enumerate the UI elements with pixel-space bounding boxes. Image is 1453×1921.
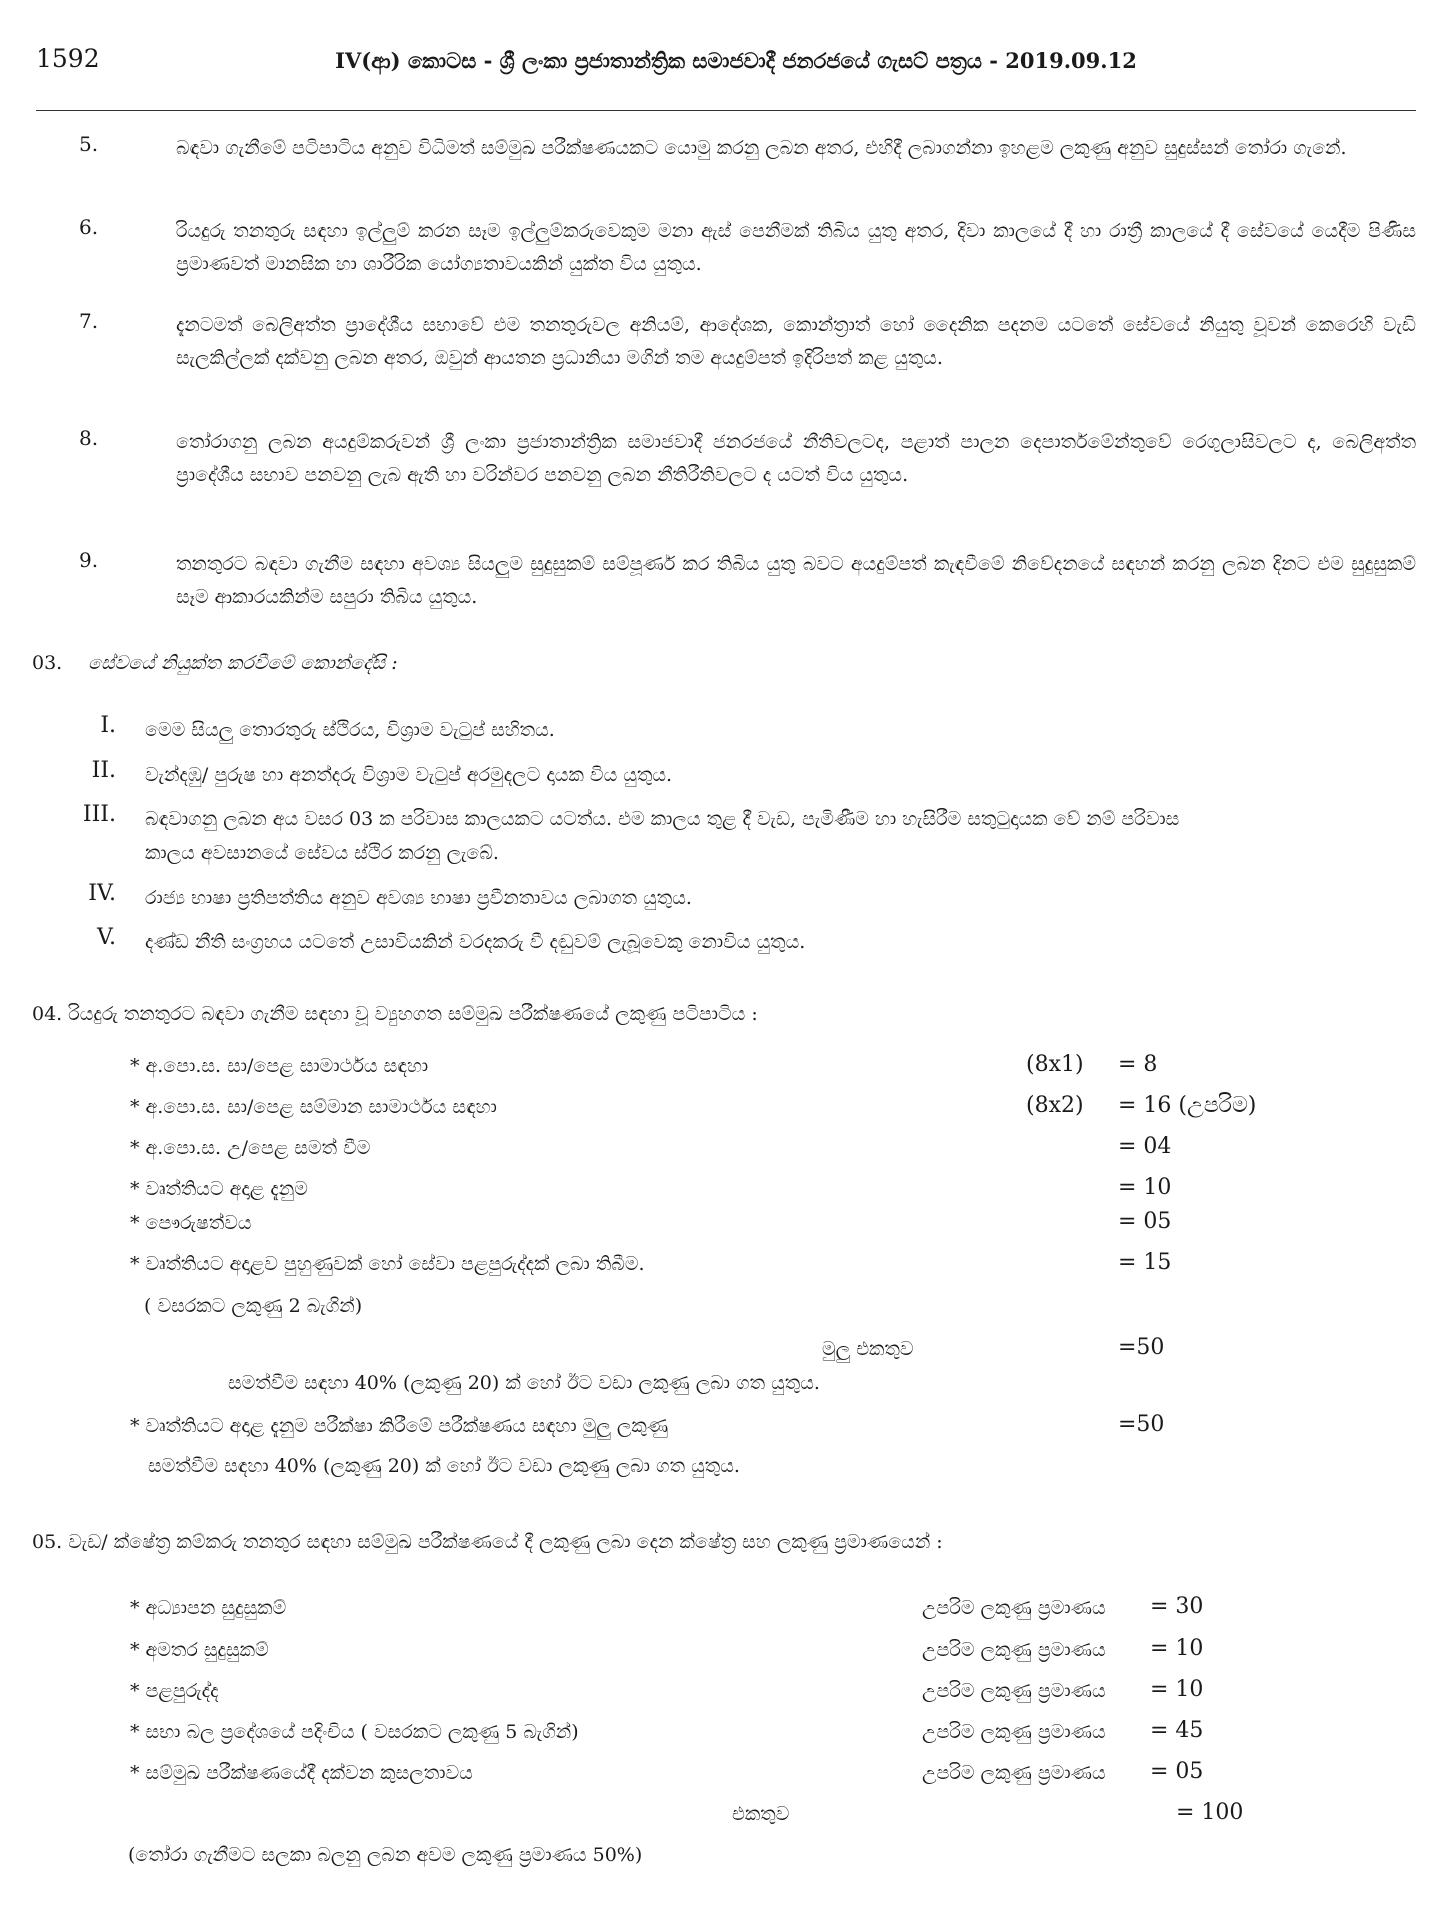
condition-text: බඳවාගනු ලබන අය වසර 03 ක පරිවාස කාලයකට යටත්ය. එම කාලය තුළ දී වැඩ, පැමිණීම හා හැසිරීම සතුටුදායක වේ නම් පරිවාස කාලය අවසානයේ සේවය ස්ථිර කරනු ලැබේ.: [145, 808, 1180, 864]
max-marks-value: = 05: [1150, 1759, 1204, 1784]
max-marks-value: = 10: [1150, 1677, 1204, 1702]
roman-numeral: IV.: [88, 881, 116, 906]
field-row-label: * අමතර සුදුසුකම්: [130, 1639, 269, 1661]
score-value: = 10: [1118, 1175, 1172, 1200]
max-marks-label: උපරිම ලකුණු ප්‍රමාණය: [922, 1639, 1106, 1661]
roman-numeral: V.: [96, 925, 116, 950]
score-row-label: * අ.පො.ස. සා/පෙළ සම්මාන සාමාර්ථය සඳහා: [130, 1096, 497, 1118]
field-row-label: * පළපුරුද්ද: [130, 1680, 219, 1702]
condition-text: මෙම සියලු තොරතුරු ස්ථිරය, විශ්‍රාම වැටුප් සහිතය.: [145, 719, 555, 741]
header-rule: [36, 110, 1416, 111]
paragraph-text: තෝරාගනු ලබන අයදුම්කරුවන් ශ්‍රී ලංකා ප්‍රජාතාන්ත්‍රික සමාජවාදී ජනරජයේ නීතිවලටද, පළාත් පාලන දෙපාර්තමේන්තුවේ රෙගුලාසිවලට ද, බෙලිඅත්ත ප්‍රාදේශීය සභාව පනවනු ලැබ ඇති හා වරින්වර පනවනු ලබන නීතිරීතිවලට ද යටත් විය යුතුය.: [176, 431, 1416, 486]
condition-text: වැන්දඹු/ පුරුෂ හා අනත්දරු විශ්‍රාම වැටුප් අරමුදලට දායක විය යුතුය.: [145, 764, 673, 786]
roman-numeral: III.: [82, 802, 116, 827]
score-multiplier: (8x1): [1026, 1052, 1084, 1077]
score-row-label: * වෘත්තියට අදාළව පුහුණුවක් හෝ සේවා පළපුරුද්දක් ලබා තිබීම.: [130, 1253, 645, 1275]
score-row-label: * පෞරුෂත්වය: [130, 1212, 252, 1234]
condition-text: රාජ්‍ය භාෂා ප්‍රතිපත්තිය අනුව අවශ්‍ය භාෂා ප්‍රවීනතාවය ලබාගත යුතුය.: [145, 887, 692, 909]
paragraph-number: 6.: [79, 215, 99, 239]
exam-pass-note: සමත්වීම සඳහා 40% (ලකුණු 20) ක් හෝ ඊට වඩා ලකුණු ලබා ගත යුතුය.: [148, 1455, 740, 1477]
max-marks-label: උපරිම ලකුණු ප්‍රමාණය: [922, 1762, 1106, 1784]
page-header: [36, 44, 1416, 84]
field-row-label: * සභා බල ප්‍රදේශයේ පදිංචිය ( වසරකට ලකුණු 5 බැගින්): [130, 1721, 579, 1743]
per-year-note: ( වසරකට ලකුණු 2 බැගින්): [144, 1295, 363, 1317]
max-marks-value: = 10: [1150, 1636, 1204, 1661]
section-05-heading: 05. වැඩ/ ක්ෂේත්‍ර කම්කරු තනතුර සඳහා සම්මුඛ පරීක්ෂණයේ දී ලකුණු ලබා දෙන ක්ෂේත්‍ර සහ ලකුණු ප්‍රමාණයෙන් :: [32, 1531, 943, 1553]
paragraph-text: රියදුරු තනතුරු සඳහා ඉල්ලුම් කරන සෑම ඉල්ලුම්කරුවෙකුම මනා ඇස් පෙනීමක් තිබිය යුතු අතර, දිවා කාලයේ දී හා රාත්‍රී කාලයේ දී සේවයේ යෙදීම පිණිස ප්‍රමාණවත් මානසික හා ශාරීරික යෝග්‍යතාවයකින් යුක්ත විය යුතුය.: [176, 220, 1416, 275]
paragraph-number: 5.: [79, 132, 99, 156]
paragraph-number: 7.: [79, 309, 99, 333]
score-value: = 16 (උපරිම): [1118, 1093, 1257, 1118]
section-04-heading: 04. රියදුරු තනතුරට බඳවා ගැනීම සඳහා වූ ව්‍යුහගත සම්මුඛ පරීක්ෂණයේ ලකුණු පටිපාටිය :: [32, 1003, 758, 1025]
pass-note: සමත්වීම සඳහා 40% (ලකුණු 20) ක් හෝ ඊට වඩා ලකුණු ලබා ගත යුතුය.: [228, 1372, 820, 1394]
max-marks-label: උපරිම ලකුණු ප්‍රමාණය: [922, 1597, 1106, 1619]
max-marks-label: උපරිම ලකුණු ප්‍රමාණය: [922, 1721, 1106, 1743]
total-value: = 100: [1176, 1800, 1244, 1825]
section-03-heading: [32, 652, 398, 674]
page-number: 1592: [36, 44, 100, 73]
score-row-label: * වෘත්තියට අදාළ දැනුම: [130, 1178, 308, 1200]
score-value: = 05: [1118, 1209, 1172, 1234]
field-row-label: * සම්මුඛ පරීක්ෂණයේදී දක්වන කුසලතාවය: [130, 1762, 473, 1784]
paragraph-text: තනතුරට බඳවා ගැනීම සඳහා අවශ්‍ය සියලුම සුදුසුකම් සම්පූර්ණ කර තිබිය යුතු බවට අයදුම්පත් කැඳවීමේ නිවේදනයේ සඳහන් කරනු ලබන දිනට එම සුදුසුකම් සෑම ආකාරයකින්ම සපුරා තිබිය යුතුය.: [176, 553, 1416, 608]
condition-text: දණ්ඩ නීති සංග්‍රහය යටතේ උසාවියකින් වරදකරු වී දඬුවම් ලැබූවෙකු නොවිය යුතුය.: [145, 931, 806, 953]
score-row-label: * අ.පො.ස. සා/පෙළ සාමාර්ථය සඳහා: [130, 1055, 429, 1077]
score-value: = 04: [1118, 1134, 1172, 1159]
field-row-label: * අධ්‍යාපන සුදුසුකම්: [130, 1597, 287, 1619]
section-title: සේවයේ නියුක්ත කරවීමේ කොන්දේසි :: [88, 652, 398, 674]
score-row-label: * අ.පො.ස. උ/පෙළ සමත් වීම: [130, 1137, 371, 1159]
max-marks-value: = 30: [1150, 1594, 1204, 1619]
paragraph-text: දැනටමත් බෙලිඅත්ත ප්‍රාදේශීය සභාවේ එම තනතුරුවල අනියම්, ආදේශක, කොන්ත්‍රාත් හෝ දෛනික පදනම යටතේ සේවයේ නියුතු වූවන් කෙරෙහි වැඩි සැලකිල්ලක් දක්වනු ලබන අතර, ඔවුන් ආයතන ප්‍රධානියා මගින් තම අයදුම්පත් ඉදිරිපත් කළ යුතුය.: [176, 314, 1416, 369]
max-marks-label: උපරිම ලකුණු ප්‍රමාණය: [922, 1680, 1106, 1702]
roman-numeral: I.: [100, 713, 116, 738]
section-number: 03.: [32, 652, 63, 674]
total-label: මුලු එකතුව: [822, 1338, 914, 1360]
score-value: = 15: [1118, 1250, 1172, 1275]
paragraph-number: 8.: [79, 426, 99, 450]
gazette-title: IV(ආ) කොටස - ශ්‍රී ලංකා ප්‍රජාතාන්ත්‍රික සමාජවාදී ජනරජයේ ගැසට් පත්‍රය - 2019.09.12: [335, 48, 1137, 73]
max-marks-value: = 45: [1150, 1718, 1204, 1743]
roman-numeral: II.: [91, 758, 116, 783]
score-value: = 8: [1118, 1052, 1158, 1077]
total-label: එකතුව: [732, 1803, 790, 1825]
exam-row-value: =50: [1118, 1412, 1165, 1437]
score-multiplier: (8x2): [1026, 1093, 1084, 1118]
total-value: =50: [1118, 1335, 1165, 1360]
exam-row-label: * වෘත්තියට අදාළ දැනුම පරීක්ෂා කිරීමේ පරීක්ෂණය සඳහා මුලු ලකුණු: [130, 1415, 669, 1437]
minimum-marks-note: (තෝරා ගැනීමට සලකා බලනු ලබන අවම ලකුණු ප්‍රමාණය 50%): [128, 1844, 643, 1866]
paragraph-number: 9.: [79, 548, 99, 572]
paragraph-text: බඳවා ගැනීමේ පටිපාටිය අනුව විධිමත් සම්මුඛ පරීක්ෂණයකට යොමු කරනු ලබන අතර, එහිදී ලබාගන්නා ඉහළම ලකුණු අනුව සුදුස්සන් තෝරා ගැනේ.: [176, 137, 1347, 159]
